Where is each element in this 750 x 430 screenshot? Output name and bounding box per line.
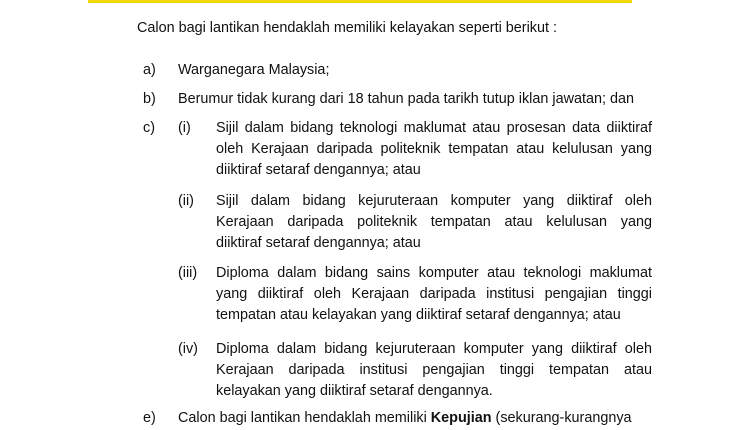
item-e-text-after: (sekurang-kurangnya: [491, 410, 632, 426]
item-e-text: [178, 410, 632, 426]
item-c-letter: c): [143, 120, 155, 136]
sub-item-line: diiktiraf setaraf dengannya; atau: [216, 235, 421, 251]
sub-item-line: Diploma dalam bidang kejuruteraan komputer yang diiktiraf oleh: [216, 341, 652, 357]
sub-item-iii-text: [216, 263, 652, 326]
item-b-text: Berumur tidak kurang dari 18 tahun pada tarikh tutup iklan jawatan; dan: [178, 91, 634, 107]
item-b-letter: b): [143, 91, 156, 107]
accent-bar: [88, 0, 632, 3]
sub-item-i-numeral: (i): [178, 120, 191, 136]
sub-item-line: Kerajaan daripada politeknik tempatan atau kelulusan yang: [216, 214, 652, 230]
sub-item-line: kelayakan yang diiktiraf setaraf dengannya.: [216, 383, 493, 399]
item-e-bold: Kepujian: [430, 410, 492, 426]
sub-item-line: Diploma dalam bidang sains komputer atau teknologi maklumat: [216, 265, 652, 281]
sub-item-line: Sijil dalam bidang teknologi maklumat atau prosesan data diiktiraf: [216, 120, 652, 136]
item-e-text-before: Calon bagi lantikan hendaklah memiliki: [178, 410, 431, 426]
item-e-letter: e): [143, 410, 156, 426]
sub-item-iii-numeral: (iii): [178, 265, 198, 281]
sub-item-line: Kerajaan daripada institusi pengajian tinggi tempatan atau: [216, 362, 652, 378]
item-a-text: Warganegara Malaysia;: [178, 62, 330, 78]
sub-item-iv-text: [216, 339, 652, 402]
sub-item-i-text: [216, 118, 652, 181]
sub-item-line: yang diiktiraf oleh Kerajaan daripada institusi pengajian tinggi: [216, 286, 652, 302]
intro-text: Calon bagi lantikan hendaklah memiliki kelayakan seperti berikut :: [137, 20, 557, 36]
sub-item-line: tempatan atau kelayakan yang diiktiraf setaraf dengannya; atau: [216, 307, 621, 323]
sub-item-line: oleh Kerajaan daripada politeknik tempatan atau kelulusan yang: [216, 141, 652, 157]
sub-item-ii-numeral: (ii): [178, 193, 194, 209]
sub-item-line: Sijil dalam bidang kejuruteraan komputer yang diiktiraf oleh: [216, 193, 652, 209]
item-a-letter: a): [143, 62, 156, 78]
sub-item-ii-text: [216, 191, 652, 254]
sub-item-line: diiktiraf setaraf dengannya; atau: [216, 162, 421, 178]
sub-item-iv-numeral: (iv): [178, 341, 198, 357]
